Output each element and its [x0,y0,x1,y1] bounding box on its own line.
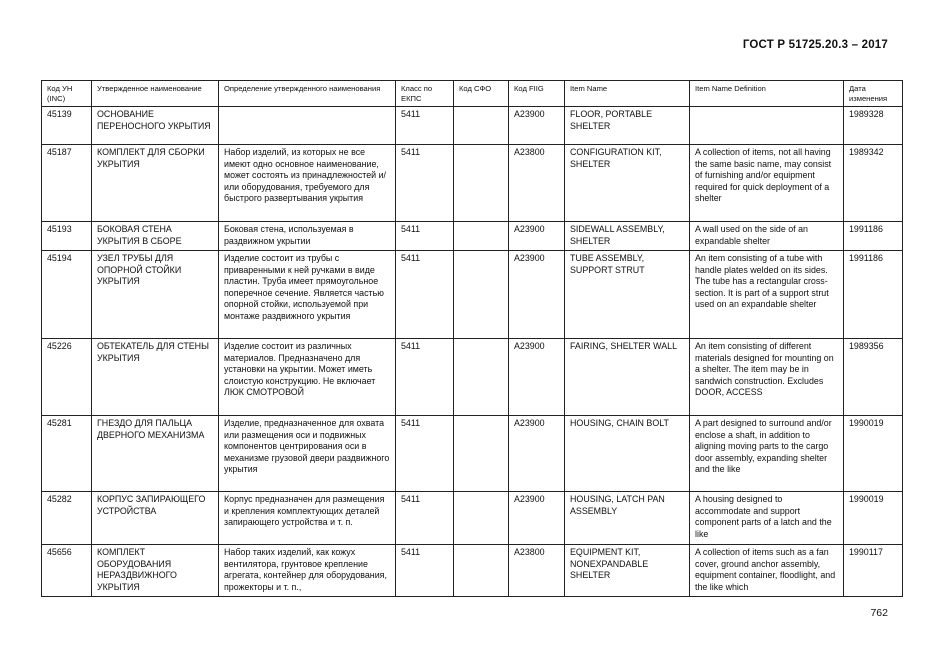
cell-approved-name: БОКОВАЯ СТЕНА УКРЫТИЯ В СБОРЕ [92,222,219,251]
cell-item-name: FAIRING, SHELTER WALL [565,339,690,416]
cell-change-date: 1990019 [844,416,903,492]
cell-fiig-code: A23900 [509,107,565,145]
cell-definition: Изделие состоит из трубы с приваренными к ней ручками в виде пластин. Труба имеет прямоугольное поперечное сечение. Является частью опорной стойки, используемой при монтаже раздвижного укрытия [219,251,396,339]
catalog-table [41,80,903,597]
cell-item-name: HOUSING, LATCH PAN ASSEMBLY [565,492,690,545]
table-row [42,339,903,416]
cell-definition: Корпус предназначен для размещения и крепления комплектующих деталей запирающего устройства и т. п. [219,492,396,545]
cell-ekps-class: 5411 [396,492,454,545]
cell-change-date: 1991186 [844,251,903,339]
cell-approved-name: КОРПУС ЗАПИРАЮЩЕГО УСТРОЙСТВА [92,492,219,545]
table-row [42,107,903,145]
cell-inc: 45187 [42,145,92,222]
cell-fiig-code: A23900 [509,222,565,251]
cell-change-date: 1989356 [844,339,903,416]
table-row [42,492,903,545]
page-number: 762 [870,607,888,619]
column-header-change-date: Дата изменения [844,81,903,107]
cell-ekps-class: 5411 [396,416,454,492]
cell-item-name: HOUSING, CHAIN BOLT [565,416,690,492]
cell-item-name: SIDEWALL ASSEMBLY, SHELTER [565,222,690,251]
cell-item-name-definition: An item consisting of different materials designed for mounting on a shelter. The item may be in sandwich construction. Excludes DOOR, ACCESS [690,339,844,416]
cell-fiig-code: A23900 [509,416,565,492]
cell-approved-name: ОСНОВАНИЕ ПЕРЕНОСНОГО УКРЫТИЯ [92,107,219,145]
cell-inc: 45282 [42,492,92,545]
table-row [42,251,903,339]
cell-inc: 45226 [42,339,92,416]
cell-item-name-definition [690,107,844,145]
cell-sfo-code [454,222,509,251]
cell-inc: 45139 [42,107,92,145]
cell-definition [219,107,396,145]
cell-change-date: 1990117 [844,545,903,597]
cell-item-name-definition: A wall used on the side of an expandable shelter [690,222,844,251]
cell-ekps-class: 5411 [396,339,454,416]
cell-definition: Изделие, предназначенное для охвата или размещения оси и подвижных компонентов центрирования оси в механизме грузовой двери раздвижного укрытия [219,416,396,492]
table-header-row [42,81,903,107]
cell-sfo-code [454,339,509,416]
cell-change-date: 1989342 [844,145,903,222]
cell-item-name-definition: A part designed to surround and/or enclose a shaft, in addition to aligning moving parts to the cargo door assembly, expanding shelter and the like [690,416,844,492]
cell-definition: Боковая стена, используемая в раздвижном укрытии [219,222,396,251]
cell-approved-name: КОМПЛЕКТ ДЛЯ СБОРКИ УКРЫТИЯ [92,145,219,222]
cell-ekps-class: 5411 [396,107,454,145]
column-header-sfo-code: Код СФО [454,81,509,107]
cell-definition: Изделие состоит из различных материалов. Предназначено для установки на укрытии. Может иметь слоистую конструкцию. Не включает ЛЮК СМОТРОВОЙ [219,339,396,416]
table-row [42,416,903,492]
cell-fiig-code: A23800 [509,145,565,222]
cell-approved-name: ОБТЕКАТЕЛЬ ДЛЯ СТЕНЫ УКРЫТИЯ [92,339,219,416]
cell-inc: 45656 [42,545,92,597]
cell-inc: 45281 [42,416,92,492]
cell-item-name-definition: A collection of items such as a fan cover, ground anchor assembly, equipment container, floodlight, and the like which [690,545,844,597]
cell-fiig-code: A23800 [509,545,565,597]
cell-approved-name: ГНЕЗДО ДЛЯ ПАЛЬЦА ДВЕРНОГО МЕХАНИЗМА [92,416,219,492]
cell-sfo-code [454,251,509,339]
table-row [42,222,903,251]
cell-sfo-code [454,545,509,597]
column-header-inc: Код УН (INC) [42,81,92,107]
cell-approved-name: УЗЕЛ ТРУБЫ ДЛЯ ОПОРНОЙ СТОЙКИ УКРЫТИЯ [92,251,219,339]
cell-sfo-code [454,107,509,145]
cell-inc: 45194 [42,251,92,339]
cell-change-date: 1989328 [844,107,903,145]
cell-item-name: CONFIGURATION KIT, SHELTER [565,145,690,222]
cell-change-date: 1991186 [844,222,903,251]
column-header-ekps-class: Класс по ЕКПС [396,81,454,107]
cell-definition: Набор изделий, из которых не все имеют одно основное наименование, может состоять из принадлежностей и/или оборудования, требуемого для быстрого развертывания укрытия [219,145,396,222]
cell-fiig-code: A23900 [509,251,565,339]
table-row [42,145,903,222]
cell-ekps-class: 5411 [396,251,454,339]
cell-item-name: FLOOR, PORTABLE SHELTER [565,107,690,145]
cell-approved-name: КОМПЛЕКТ ОБОРУДОВАНИЯ НЕРАЗДВИЖНОГО УКРЫТИЯ [92,545,219,597]
cell-item-name-definition: A housing designed to accommodate and support component parts of a latch and the like [690,492,844,545]
cell-ekps-class: 5411 [396,222,454,251]
cell-sfo-code [454,492,509,545]
cell-sfo-code [454,416,509,492]
cell-item-name-definition: An item consisting of a tube with handle plates welded on its sides. The tube has a rectangular cross-section. It is part of a support strut used on an expandable shelter [690,251,844,339]
column-header-definition: Определение утвержденного наименования [219,81,396,107]
column-header-item-name-definition: Item Name Definition [690,81,844,107]
cell-item-name-definition: A collection of items, not all having the same basic name, may consist of furnishing and/or equipment required for quick deployment of a shelter [690,145,844,222]
cell-ekps-class: 5411 [396,545,454,597]
cell-change-date: 1990019 [844,492,903,545]
cell-item-name: EQUIPMENT KIT, NONEXPANDABLE SHELTER [565,545,690,597]
document-header-title: ГОСТ Р 51725.20.3 – 2017 [742,39,888,51]
column-header-item-name: Item Name [565,81,690,107]
cell-sfo-code [454,145,509,222]
table-row [42,545,903,597]
column-header-approved-name: Утвержденное наименование [92,81,219,107]
cell-fiig-code: A23900 [509,492,565,545]
cell-definition: Набор таких изделий, как кожух вентилятора, грунтовое крепление агрегата, контейнер для оборудования, прожекторы и т. п., [219,545,396,597]
cell-ekps-class: 5411 [396,145,454,222]
cell-item-name: TUBE ASSEMBLY, SUPPORT STRUT [565,251,690,339]
cell-fiig-code: A23900 [509,339,565,416]
column-header-fiig-code: Код FIIG [509,81,565,107]
cell-inc: 45193 [42,222,92,251]
